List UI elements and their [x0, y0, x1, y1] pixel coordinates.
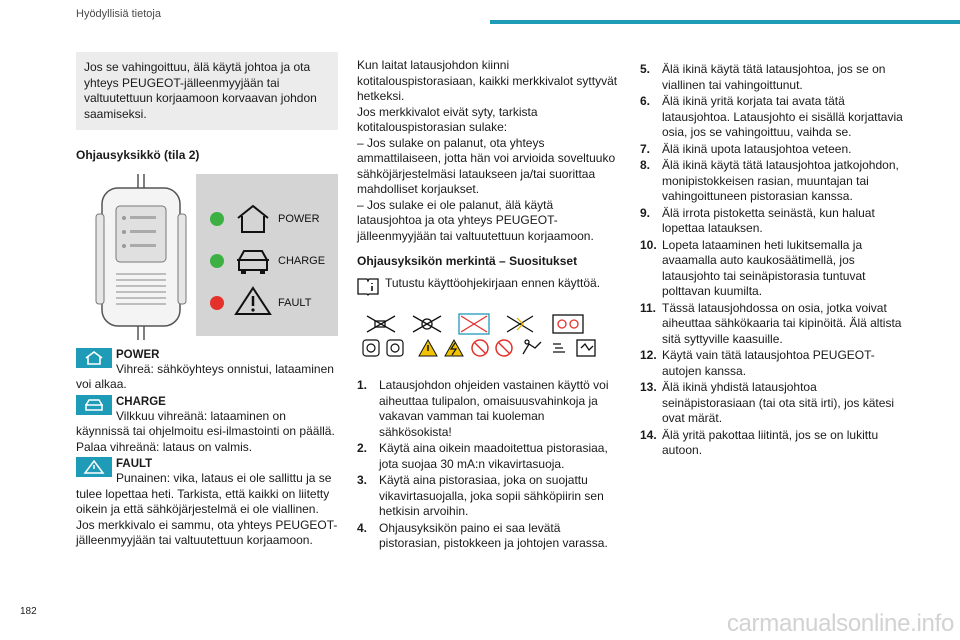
list-item: 4. Ohjausyksikön paino ei saa levätä pistorasian, pistokkeen ja johtojen varassa.: [357, 520, 608, 550]
status-description: Punainen: vika, lataus ei ole sallittu ja se tulee lopettaa heti. Tarkista, että kaikki on liitetty oikein ja että sähköjärjestelmä ei ole viallinen. Jos merkkivalo ei sammu, ota yhteys PEUGEOT-jälleenmyyjään tai valtuutettuun korjaamoon.: [76, 471, 338, 547]
home-icon: [76, 348, 112, 368]
header-accent-bar: [490, 20, 960, 24]
list-item: 8. Älä ikinä käytä tätä latausjohtoa jatkojohdon, monipistokkeisen rasian, muuntajan tai vahingoittuneen pistorasian kanssa.: [640, 158, 899, 203]
status-fault: [76, 457, 338, 549]
site-watermark: carmanualsonline.info: [726, 610, 954, 637]
recommendations-list-part2: [640, 62, 905, 459]
list-item: 6. Älä ikinä yritä korjata tai avata tätä latausjohtoa. Latausjohto ei sisällä korjattavia osia, jos se vahingoittuu, vaihda se.: [640, 94, 903, 139]
section-title-control-unit: Ohjausyksikkö (tila 2): [76, 148, 200, 162]
list-item: 11. Tässä latausjohdossa on osia, jotka voivat aiheuttaa sähkökaaria tai kipinöitä. Älä altista sitä syttyville kaasuille.: [640, 300, 902, 346]
status-name: FAULT: [116, 458, 153, 470]
list-item: 2. Käytä aina oikein maadoitettua pistorasiaa, jota suojaa 30 mA:n vikavirtasuoja.: [357, 441, 608, 471]
control-unit-illustration: [88, 174, 193, 340]
list-item: 3. Käytä aina pistorasiaa, joka on suojattu vikavirtasuojalla, joka sopii sähköpiirin sen hetkisin arvoihin.: [357, 473, 604, 518]
car-icon: [234, 246, 272, 276]
recommendations-list-part1: [357, 378, 619, 552]
status-charge: [76, 395, 338, 456]
panel-label-charge: CHARGE: [278, 254, 326, 267]
paragraph: Jos merkkivalot eivät syty, tarkista kotitalouspistorasian sulake:: [357, 104, 538, 134]
fault-lamp: [210, 296, 224, 310]
note-box: [76, 52, 338, 130]
note-text: Jos se vahingoittuu, älä käytä johtoa ja ota yhteys PEUGEOT-jälleenmyyjään tai valtuutettuun korjaamoon korvaavan johdon saamiseksi.: [84, 60, 317, 121]
paragraph: Kun laitat latausjohdon kiinni kotitalouspistorasiaan, kaikki merkkivalot syttyvät hetkeksi.: [357, 58, 618, 103]
list-item: 9. Älä irrota pistoketta seinästä, kun haluat lopettaa latauksen.: [640, 205, 875, 235]
page-number: 182: [20, 606, 37, 617]
section-title-marking: Ohjausyksikön merkintä – Suositukset: [357, 254, 578, 268]
panel-label-power: POWER: [278, 212, 320, 225]
list-item: 12. Käytä vain tätä latausjohtoa PEUGEOT-autojen kanssa.: [640, 348, 875, 378]
list-item: 5. Älä ikinä käytä tätä latausjohtoa, jos se on viallinen tai vahingoittunut.: [640, 62, 886, 92]
paragraph: – Jos sulake on palanut, ota yhteys ammattilaiseen, jotta hän voi arvioida soveltuuko sähköjärjestelmäsi lataukseen ja/tai suorittaa mahdolliset korjaukset.: [357, 135, 616, 196]
car-icon: [76, 395, 112, 415]
home-icon: [234, 204, 272, 234]
warning-icon: [76, 457, 112, 477]
column-right: [640, 62, 905, 460]
column-middle: [357, 58, 619, 553]
column-left: [76, 52, 338, 551]
warning-icon: [234, 286, 272, 316]
paragraph: – Jos sulake ei ole palanut, älä käytä latausjohtoa ja ota yhteys PEUGEOT-jälleenmyyjään tai valtuutettuun korjaamoon.: [357, 197, 594, 243]
safety-pictograms: [357, 312, 607, 360]
book-info-icon: [357, 276, 379, 296]
charge-lamp: [210, 254, 224, 268]
list-item: 7. Älä ikinä upota latausjohtoa veteen.: [640, 141, 852, 156]
indicator-panel: [196, 174, 338, 336]
info-text: Tutustu käyttöohjekirjaan ennen käyttöä.: [385, 275, 601, 290]
list-item: 13. Älä ikinä yhdistä latausjohtoa seinäpistorasiaan (tai ota sitä irti), jos kätesi ovat märät.: [640, 380, 895, 425]
power-lamp: [210, 212, 224, 226]
status-power: [76, 348, 338, 393]
manual-info-row: [357, 276, 619, 296]
status-description: Vihreä: sähköyhteys onnistui, lataaminen voi alkaa.: [76, 361, 334, 391]
status-name: CHARGE: [116, 395, 166, 408]
list-item: 14. Älä yritä pakottaa liitintä, jos se on lukittu autoon.: [640, 427, 879, 457]
list-item: 1. Latausjohdon ohjeiden vastainen käyttö voi aiheuttaa tulipalon, omaisuusvahinkoja ja vakavan vamman tai kuoleman sähkösokista!: [357, 378, 609, 439]
status-description: Vilkkuu vihreänä: lataaminen on käynnissä tai ohjelmoitu esi-ilmastointi on päällä. Palaa vihreänä: lataus on valmis.: [76, 408, 335, 454]
control-unit-figure: [76, 174, 338, 340]
page-header-title: Hyödyllisiä tietoja: [76, 8, 161, 20]
list-item: 10. Lopeta lataaminen heti lukitsemalla ja avaamalla auto kaukosäätimellä, jos latausjohto tai seinäpistorasia tuntuvat polttavan kuumilta.: [640, 237, 866, 298]
panel-label-fault: FAULT: [278, 296, 312, 309]
status-name: POWER: [116, 348, 160, 361]
